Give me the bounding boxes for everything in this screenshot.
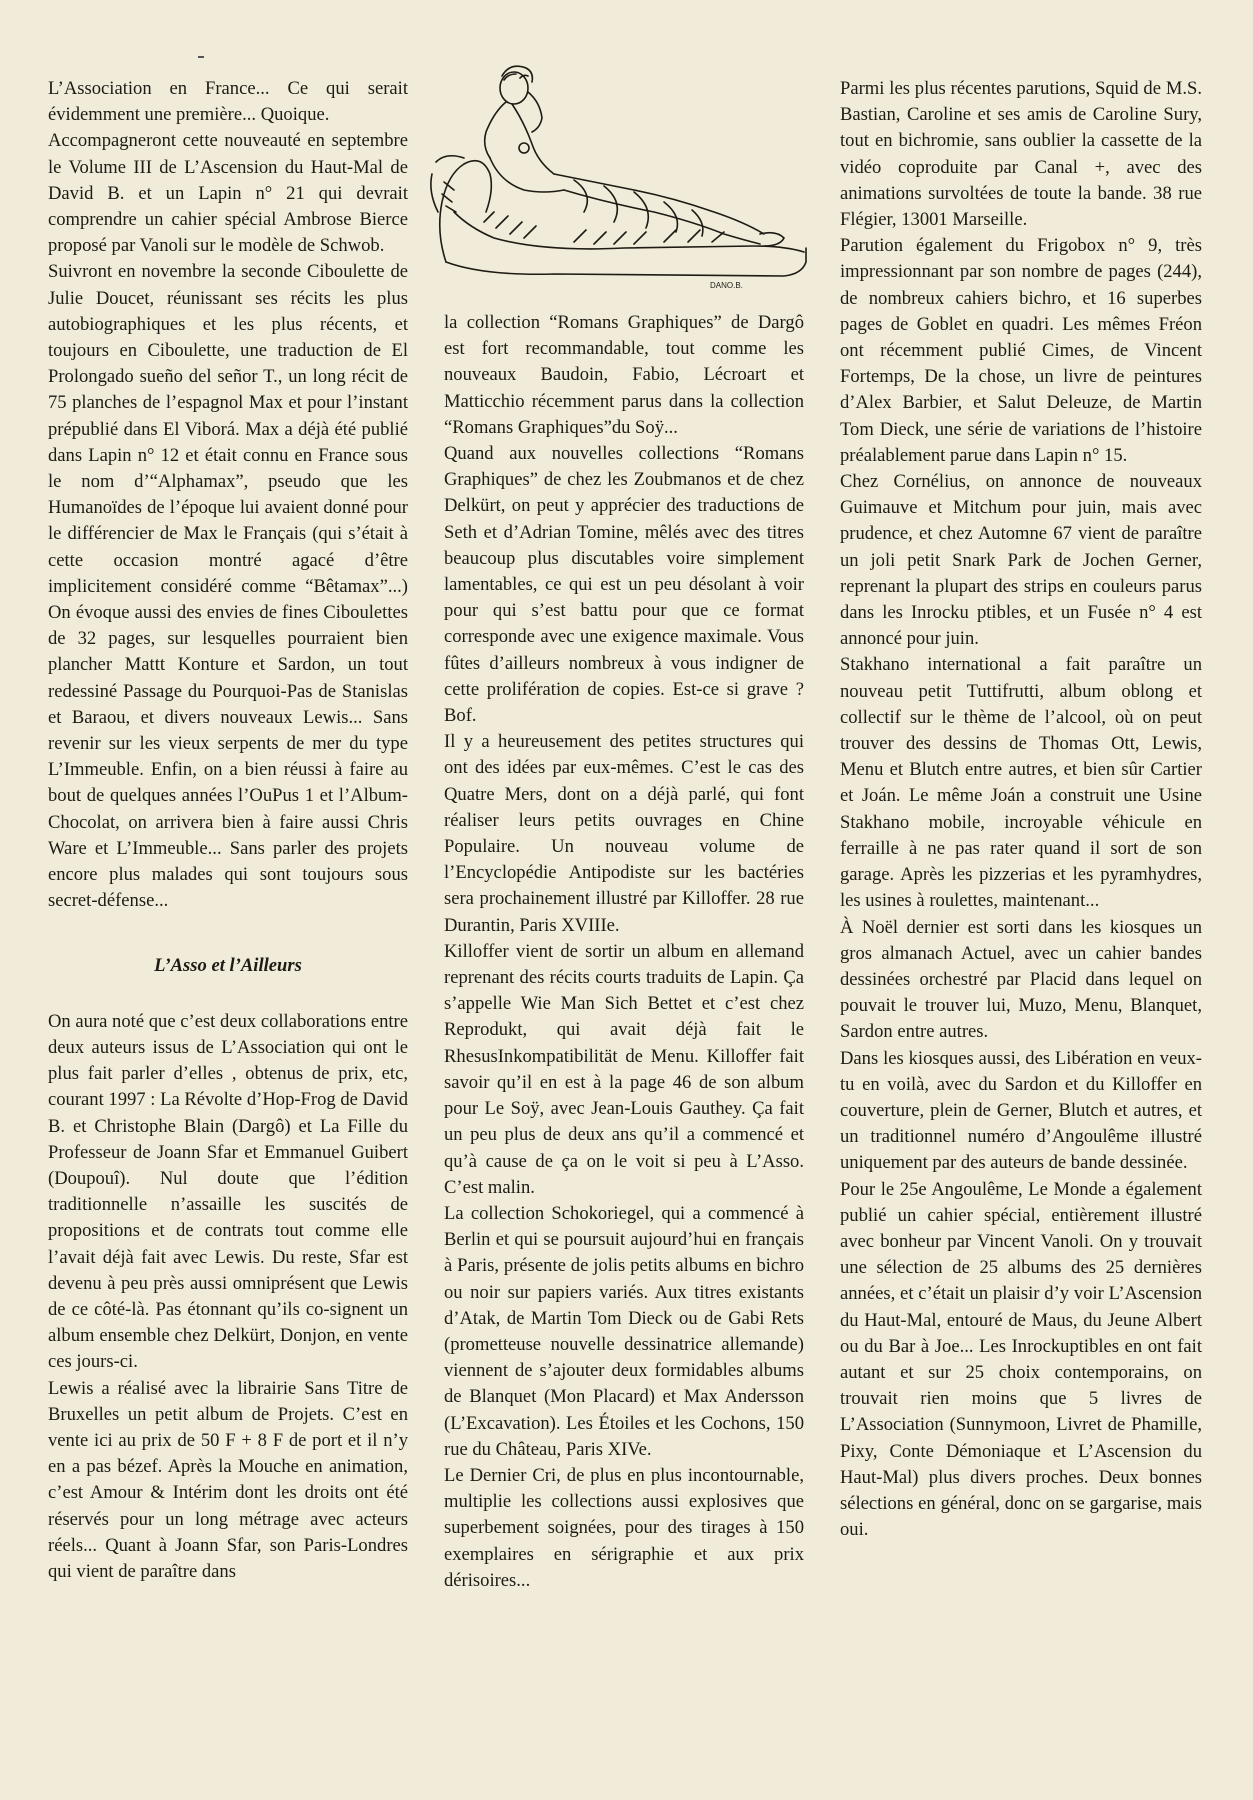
column-right (840, 76, 1202, 1543)
paragraph: Killoffer vient de sortir un album en allemand reprenant des récits courts traduits de Lapin. Ça s’appelle Wie Man Sich Bettet et c’est chez Reprodukt, qui avait déjà fait le RhesusInkompatibilität de Menu. Killoffer fait savoir qu’il en est à la page 46 de son album pour Le Soÿ, avec Jean-Louis Gauthey. Ça fait un peu plus de deux ans qu’il a commencé et qu’à cause de ça on le voit si peu à L’Asso. C’est malin. (444, 940, 804, 1198)
paragraph: Le Dernier Cri, de plus en plus incontournable, multiplie les collections aussi explosives que superbement soignées, pour des tirages à 150 exemplaires en sérigraphie et aux prix dérisoires... (444, 1464, 804, 1591)
column-left (48, 76, 408, 1585)
paragraph: L’Association en France... Ce qui serait évidemment une première... Quoique. (48, 78, 408, 126)
paragraph: On aura noté que c’est deux collaborations entre deux auteurs issus de L’Association qui ont le plus fait parler d’elles , obtenus de prix, etc, courant 1997 : La Révolte d’Hop-Frog de David B. et Christophe Blain (Dargô) et La Fille du Professeur de Joann Sfar et Emmanuel Guibert (Doupouî). Nul doute que l’édition traditionnelle n’assaille les suscités de propositions et de contrats tout comme elle l’avait déjà fait avec Lewis. Du reste, Sfar est devenu à peu près aussi omniprésent que Lewis de ce côté-là. Pas étonnant qu’ils co-signent un album ensemble chez Delkürt, Donjon, en vente ces jours-ci. (48, 1010, 408, 1373)
reclining-figure-illustration (424, 62, 814, 294)
paragraph: À Noël dernier est sorti dans les kiosques un gros almanach Actuel, avec un cahier bandes dessinées orchestré par Placid dans lequel on pouvait le trouver lui, Muzo, Menu, Blanquet, Sardon entre autres. (840, 916, 1202, 1043)
print-mark (198, 56, 204, 58)
paragraph: Parution également du Frigobox n° 9, très impressionnant par son nombre de pages (244), de nombreux cahiers bichro, et 16 superbes pages de Goblet en quadri. Les mêmes Fréon ont récemment publié Cimes, de Vincent Fortemps, De la chose, un livre de peintures d’Alex Barbier, et Salut Deleuze, de Martin Tom Dieck, une série de variations de l’histoire préalablement parue dans Lapin n° 15. (840, 235, 1202, 466)
paragraph: Suivront en novembre la seconde Ciboulette de Julie Doucet, réunissant ses récits les plus autobiographiques et les plus récents, et toujours en Ciboulette, une traduction de El Prolongado sueño del señor T., un long récit de 75 planches de l’espagnol Max et pour l’instant prépublié dans El Viborá. Max a déjà été publié dans Lapin n° 12 et était connu en France sous le nom d’“Alphamax”, pseudo que les Humanoïdes de l’époque lui avaient donné pour le différencier de Max le Français (qui s’était à cette occasion montré agacé d’être implicitement considéré comme “Bêtamax”...) On évoque aussi des envies de fines Ciboulettes de 32 pages, sur lesquelles pourraient bien plancher Mattt Konture et Sardon, un tout redessiné Passage du Pourquoi-Pas de Stanislas et Baraou, et divers nouveaux Lewis... Sans revenir sur les vieux serpents de mer du type L’Immeuble. Enfin, on a bien réussi à faire au bout de quelques années l’OuPus 1 et l’Album-Chocolat, on arrivera bien à faire aussi Chris Ware et L’Immeuble... Sans parler des projets encore plus malades qui sont toujours sous secret-défense... (48, 261, 408, 912)
paragraph: Dans les kiosques aussi, des Libération en veux-tu en voilà, avec du Sardon et du Killoffer en couverture, plein de Gerner, Blutch et autres, et un traditionnel numéro d’Angoulême illustré uniquement par des auteurs de bande dessinée. (840, 1047, 1202, 1174)
paragraph: la collection “Romans Graphiques” de Dargô est fort recommandable, tout comme les nouveaux Baudoin, Fabio, Lécroart et Matticchio récemment parus dans la collection “Romans Graphiques”du Soÿ... (444, 312, 804, 438)
paragraph: Accompagneront cette nouveauté en septembre le Volume III de L’Ascension du Haut-Mal de David B. et un Lapin n° 21 qui devrait comprendre un cahier spécial Ambrose Bierce proposé par Vanoli sur le modèle de Schwob. (48, 130, 408, 257)
paragraph: Parmi les plus récentes parutions, Squid de M.S. Bastian, Caroline et ses amis de Caroline Sury, tout en bichromie, sans oublier la cassette de la vidéo coproduite par Canal +, avec des animations survoltées de toute la bande. 38 rue Flégier, 13001 Marseille. (840, 78, 1202, 231)
paragraph: Stakhano international a fait paraître un nouveau petit Tuttifrutti, album oblong et collectif sur le thème de l’alcool, où on peut trouver des dessins de Thomas Ott, Lewis, Menu et Blutch entre autres, et bien sûr Cartier et Joán. Le même Joán a construit une Usine Stakhano mobile, incroyable véhicule en ferraille à ne pas rater quand il sort de son garage. Après les pizzerias et les pyramhydres, les usines à roulettes, maintenant... (840, 654, 1202, 912)
paragraph: Chez Cornélius, on annonce de nouveaux Guimauve et Mitchum pour juin, mais avec prudence, et chez Automne 67 vient de paraître un joli petit Snark Park de Jochen Gerner, reprenant la plupart des strips en couleurs parus dans les Inrocku ptibles, et un Fusée n° 4 est annoncé pour juin. (840, 471, 1202, 650)
paragraph: Pour le 25e Angoulême, Le Monde a également publié un cahier spécial, entièrement illustré avec bonheur par Vincent Vanoli. On y trouvait une sélection de 25 albums des 25 dernières années, et c’était un plaisir d’y voir L’Ascension du Haut-Mal, entouré de Maus, du Jeune Albert ou du Bar à Joe... Les Inrockuptibles en ont fait autant et sur 25 choix contemporains, on trouvait rien moins que 5 livres de L’Association (Sunnymoon, Livret de Phamille, Pixy, Conte Démoniaque et L’Ascension du Haut-Mal) plus divers proches. Deux bonnes sélections en général, donc on se gargarise, mais oui. (840, 1178, 1202, 1541)
section-heading: L’Asso et l’Ailleurs (154, 954, 302, 976)
paragraph: La collection Schokoriegel, qui a commencé à Berlin et qui se poursuit aujourd’hui en français à Paris, présente de jolis petits albums en bichro ou noir sur papiers variés. Aux titres existants d’Atak, de Martin Tom Dieck ou de Gabi Rets (prometteuse nouvelle dessinatrice allemande) viennent de s’ajouter deux formidables albums de Blanquet (Mon Placard) et Max Andersson (L’Excavation). Les Étoiles et les Cochons, 150 rue du Château, Paris XIVe. (444, 1202, 804, 1460)
paragraph: Il y a heureusement des petites structures qui ont des idées par eux-mêmes. C’est le cas des Quatre Mers, dont on a déjà parlé, qui font réaliser leurs petits ouvrages en Chine Populaire. Un nouveau volume de l’Encyclopédie Antipodiste sur les bactéries sera prochainement illustré par Killoffer. 28 rue Durantin, Paris XVIIIe. (444, 731, 804, 936)
column-middle (444, 310, 804, 1594)
illustration-signature: DANO.B. (710, 281, 743, 290)
paragraph: Quand aux nouvelles collections “Romans Graphiques” de chez les Zoubmanos et de chez Delkürt, on peut y apprécier des traductions de Seth et d’Adrian Tomine, mêlés avec des titres beaucoup plus discutables voire simplement lamentables, ce qui est un peu désolant à voir pour qui s’est battu pour que ce format corresponde avec une exigence maximale. Vous fûtes d’ailleurs nombreux à vous indigner de cette prolifération de copies. Est-ce si grave ? Bof. (444, 443, 804, 727)
paragraph: Lewis a réalisé avec la librairie Sans Titre de Bruxelles un petit album de Projets. C’est en vente ici au prix de 50 F + 8 F de port et il n’y en a pas bézef. Après la Mouche en animation, c’est Amour & Intérim dont les droits ont été réservés pour un long métrage avec acteurs réels... Quant à Joann Sfar, son Paris-Londres qui vient de paraître dans (48, 1377, 408, 1582)
